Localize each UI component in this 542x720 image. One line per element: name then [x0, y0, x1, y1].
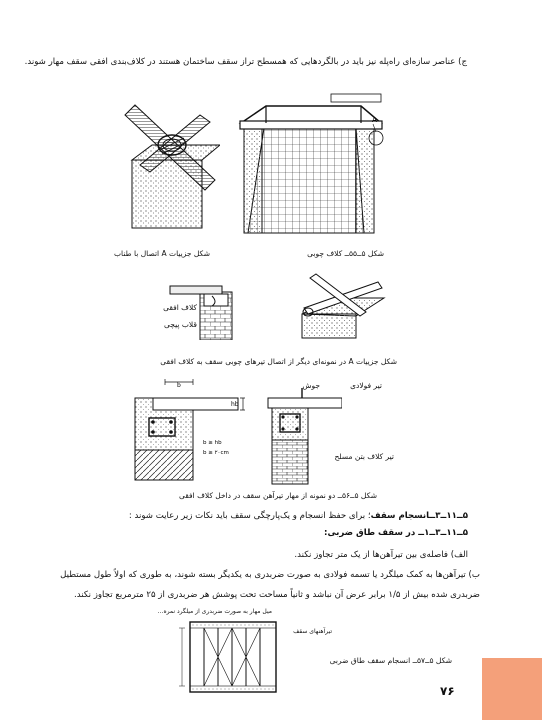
page-number: ۷۶	[440, 684, 455, 698]
dim-hb-label: hb	[231, 401, 239, 408]
detail-a-caption: شکل جزییات A اتصال با طناب	[113, 249, 210, 258]
detail-a-rope-figure	[120, 90, 220, 230]
label-horizontal-tie: کلاف افقی	[163, 303, 197, 312]
section-heading-title: انسجام سقف	[370, 511, 430, 521]
label-rc-tie-beam: تیر کلاف بتن مسلح	[334, 452, 394, 461]
label-weld: جوش	[302, 381, 320, 390]
item-a: الف) فاصله‌ی بین تیرآهن‌ها از یک متر تجاوز نکند.	[294, 550, 468, 560]
page-corner-tab	[482, 658, 542, 720]
intro-text: ج) عناصر سازه‌ای راه‌پله نیز باید در بالگردهایی که همسطح تراز سقف ساختمان هستند در کلاف‌بندی افقی سقف مهار شوند.	[24, 57, 467, 67]
section-heading-number: ۵ــ۱۱ــ۳ــ	[429, 511, 468, 521]
dim-b-label: b	[177, 382, 181, 389]
fig-5-56-caption: شکل ۵ــ۵۶ــ دو نمونه از مهار تیرآهن سقف در داخل کلاف افقی	[178, 491, 377, 500]
detail-a2-caption: شکل جزییات A در نمونه‌ای دیگر از اتصال تیرهای چوبی سقف به کلاف افقی	[160, 357, 397, 366]
section-heading-rest: ؛ برای حفظ انسجام و یک‌پارچگی سقف باید نکات زیر رعایت شوند :	[128, 511, 371, 521]
fig-5-57-top-note: میل مهار به صورت ضربدری از میلگرد نمره…	[157, 608, 272, 615]
fig-5-57-side-label: تیرآهنهای سقف	[293, 628, 332, 635]
fig-5-56-detail-right	[262, 376, 342, 486]
label-steel-beam: تیر فولادی	[350, 381, 382, 390]
fig-5-57-vault-plan	[176, 616, 286, 696]
fig-5-55-a-label: A	[372, 116, 377, 124]
fig-5-57-caption: شکل ۵ــ۵۷ــ انسجام سقف طاق ضربی	[329, 656, 452, 665]
label-steel-hook: قلاب پیچی	[164, 320, 197, 329]
section-heading	[129, 511, 468, 521]
detail-timber-logs-figure	[296, 272, 386, 340]
item-b-line-1: ب) تیرآهن‌ها به کمک میلگرد یا تسمه فولادی به صورت ضربدری به یکدیگر بسته شوند، به طوری که اولاً طول مستطیل	[60, 570, 480, 580]
cond-2-label: b ≥ ۲۰cm	[203, 450, 229, 456]
item-b-line-2: ضربدری شده بیش از ۱/۵ برابر عرض آن نباشد و ثانیاً مساحت تحت پوشش هر ضربدری از ۲۵ مترمربع تجاوز نکند.	[74, 590, 480, 600]
sub-heading: ۵ــ۱۱ــ۳ــ۱ــ در سقف طاق ضربی:	[324, 528, 468, 538]
fig-5-55-wooden-frame	[236, 88, 386, 238]
fig-5-56-detail-left	[125, 376, 245, 481]
fig-5-55-caption: شکل ۵ــ۵۵ــ کلاف چوبی	[307, 249, 384, 258]
cond-1-label: b ≥ hb	[203, 440, 222, 446]
